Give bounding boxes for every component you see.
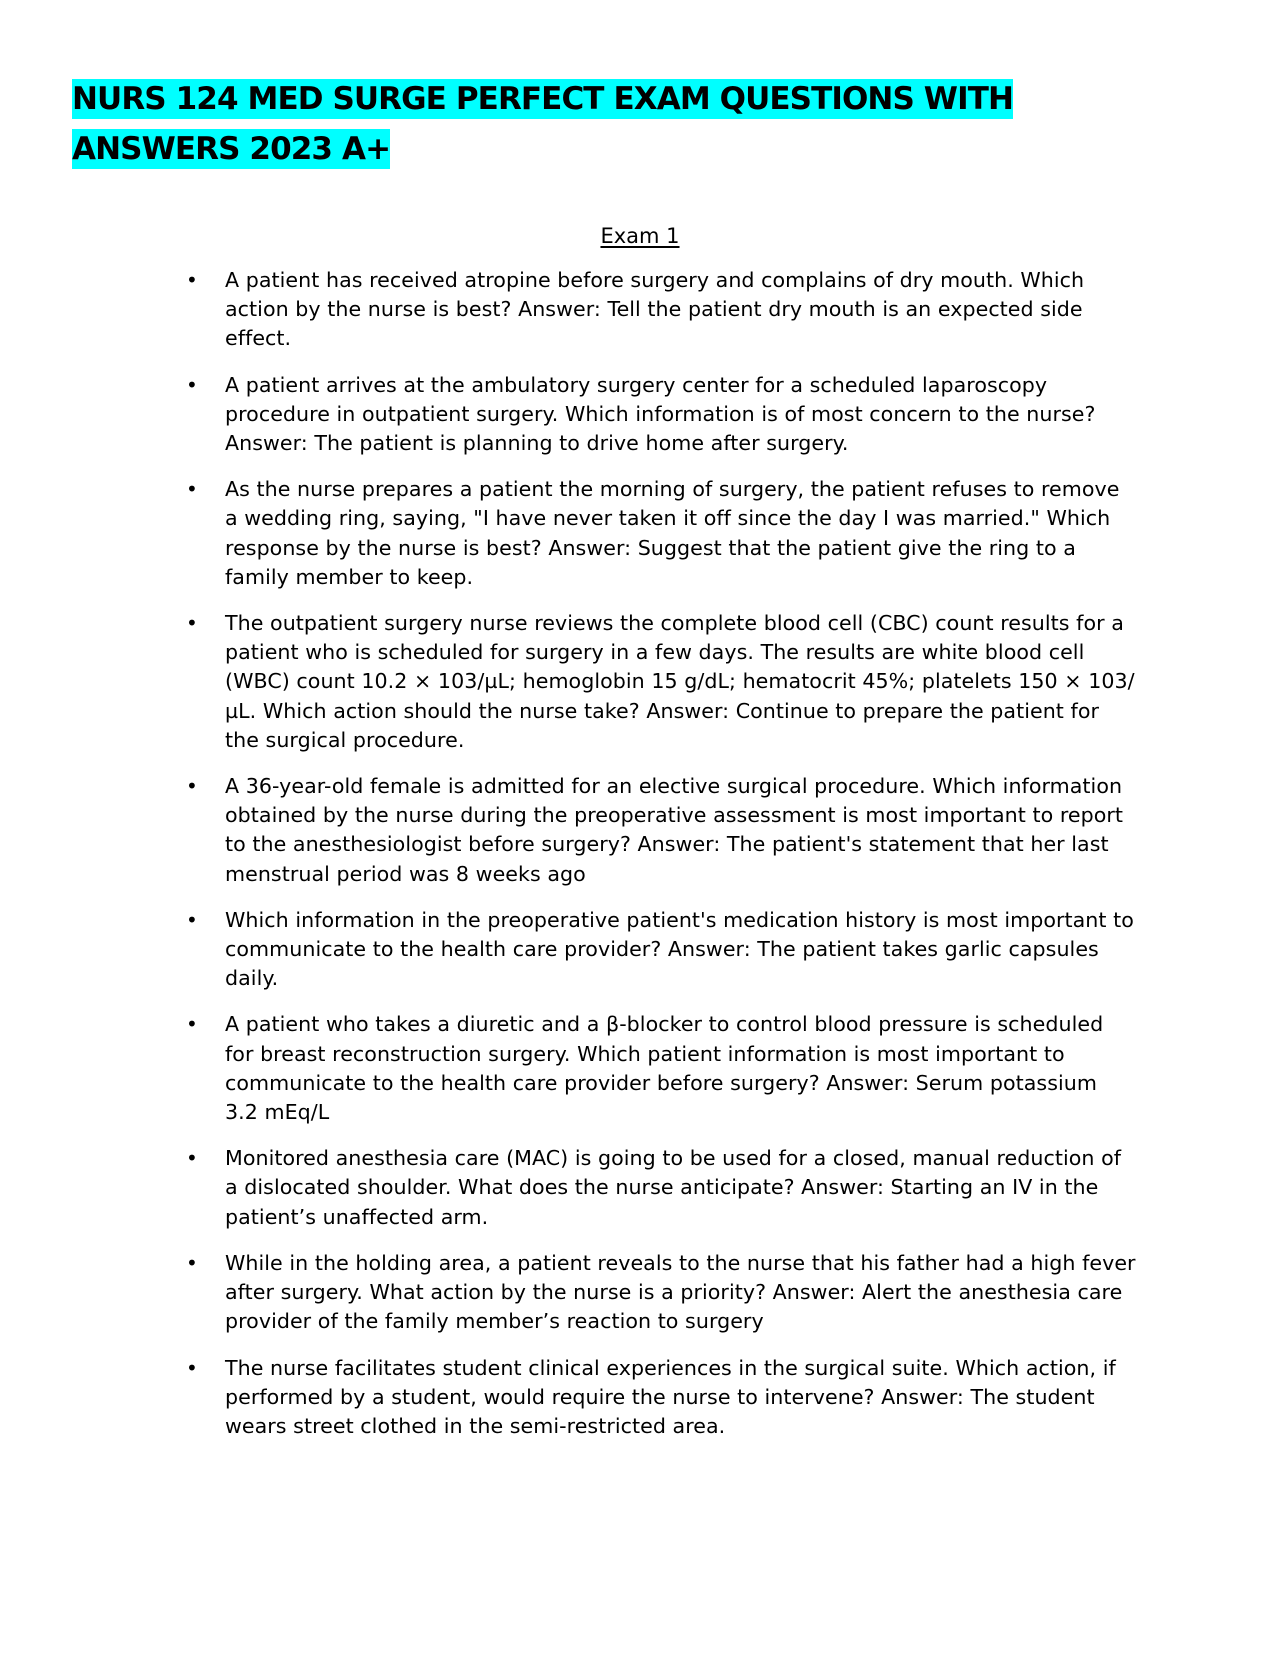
bullet-icon: • [186, 611, 198, 636]
list-item [186, 1010, 1136, 1127]
question-answer-text: While in the holding area, a patient reveals to the nurse that his father had a high fever after surgery. What action by the nurse is a priority? Answer: Alert the anesthesia care provider of the family member’s reaction to surgery [225, 1250, 1136, 1334]
list-item [186, 1249, 1136, 1337]
question-answer-text: A 36-year-old female is admitted for an elective surgical procedure. Which information obtained by the nurse during the preoperative assessment is most important to report to the anesthesiologist before surgery? Answer: The patient's statement that her last menstrual period was 8 weeks ago [225, 774, 1124, 886]
list-item [186, 906, 1136, 994]
bullet-icon: • [186, 1355, 198, 1380]
question-answer-text: As the nurse prepares a patient the morning of surgery, the patient refuses to remove a wedding ring, saying, "I have never taken it off since the day I was married." Which response by the nurse is best? Answer: Suggest that the patient give the ring to a family member to keep. [225, 477, 1120, 589]
list-item [186, 475, 1136, 592]
bullet-icon: • [186, 477, 198, 502]
title-highlight: NURS 124 MED SURGE PERFECT EXAM QUESTIONS WITH ANSWERS 2023 A+ [72, 81, 1014, 167]
section-heading: Exam 1 [600, 224, 680, 248]
bullet-icon: • [186, 1250, 198, 1275]
list-item [186, 772, 1136, 889]
list-item [186, 1354, 1136, 1442]
question-answer-text: The outpatient surgery nurse reviews the complete blood cell (CBC) count results for a patient who is scheduled for surgery in a few days. The results are white blood cell (WBC) count 10.2 × 103/µL; hemoglobin 15 g/dL; hematocrit 45%; platelets 150 × 103/µL. Which action should the nurse take? Answer: Continue to prepare the patient for the surgical procedure. [225, 611, 1135, 752]
list-item [186, 371, 1136, 459]
question-answer-text: The nurse facilitates student clinical experiences in the surgical suite. Which action, if performed by a student, would require the nurse to intervene? Answer: The student wears street clothed in the semi-restricted area. [225, 1355, 1116, 1438]
question-answer-text: A patient has received atropine before surgery and complains of dry mouth. Which action by the nurse is best? Answer: Tell the patient dry mouth is an expected side effect. [225, 268, 1085, 351]
question-answer-text: Which information in the preoperative patient's medication history is most important to communicate to the health care provider? Answer: The patient takes garlic capsules daily. [225, 907, 1134, 991]
bullet-icon: • [186, 268, 198, 292]
question-answer-text: Monitored anesthesia care (MAC) is going to be used for a closed, manual reduction of a dislocated shoulder. What does the nurse anticipate? Answer: Starting an IV in the patient’s unaffected arm. [225, 1146, 1122, 1229]
question-list [186, 266, 1136, 1458]
list-item [186, 609, 1136, 755]
document-title [72, 74, 1072, 174]
bullet-icon: • [186, 372, 198, 397]
list-item [186, 266, 1136, 354]
question-answer-text: A patient who takes a diuretic and a β-blocker to control blood pressure is scheduled for breast reconstruction surgery. Which patient information is most important to communicate to the health care provider before surgery? Answer: Serum potassium 3.2 mEq/L [225, 1012, 1104, 1125]
question-answer-text: A patient arrives at the ambulatory surgery center for a scheduled laparoscopy procedure in outpatient surgery. Which information is of most concern to the nurse? Answer: The patient is planning to drive home after surgery. [225, 372, 1096, 456]
bullet-icon: • [186, 1146, 198, 1171]
list-item [186, 1144, 1136, 1232]
bullet-icon: • [186, 1012, 198, 1037]
bullet-icon: • [186, 774, 198, 799]
bullet-icon: • [186, 907, 198, 932]
